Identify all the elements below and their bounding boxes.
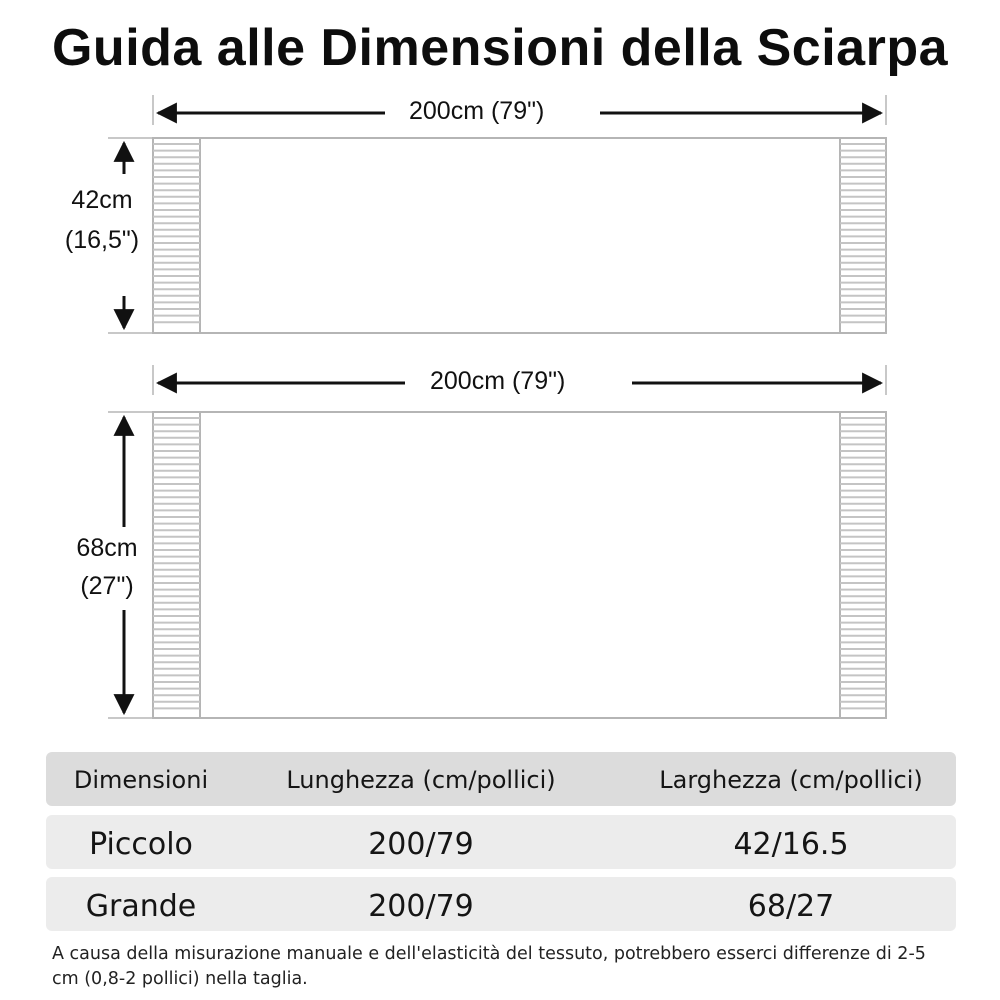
small-scarf [108, 95, 886, 333]
row-width-small: 42/16.5 [733, 827, 849, 862]
row-size-small: Piccolo [89, 827, 193, 862]
row-width-large: 68/27 [747, 889, 835, 924]
measurement-note: A causa della misurazione manuale e dell'elasticità del tessuto, potrebbero esserci differenze di 2-5 cm (0,8-2 pollici) nella taglia. [52, 944, 926, 989]
row-length-large: 200/79 [368, 889, 474, 924]
large-length-label: 200cm (79") [416, 367, 579, 396]
size-table-header [46, 752, 956, 806]
header-length: Lunghezza (cm/pollici) [286, 766, 556, 794]
header-dimensions: Dimensioni [73, 766, 209, 794]
table-row [46, 877, 956, 931]
row-length-small: 200/79 [368, 827, 474, 862]
small-length-label: 200cm (79") [395, 97, 558, 126]
small-scarf-outline [153, 138, 886, 333]
small-width-label-line1: 42cm [57, 186, 147, 215]
page-title: Guida alle Dimensioni della Sciarpa [51, 19, 948, 77]
row-size-large: Grande [85, 889, 197, 924]
table-row [46, 815, 956, 869]
large-scarf-outline [153, 412, 886, 718]
large-scarf [108, 365, 886, 718]
header-width: Larghezza (cm/pollici) [659, 766, 923, 794]
small-width-label-line2: (16,5") [54, 226, 150, 255]
large-width-label-line1: 68cm [62, 534, 152, 563]
large-width-label-line2: (27") [62, 572, 152, 601]
